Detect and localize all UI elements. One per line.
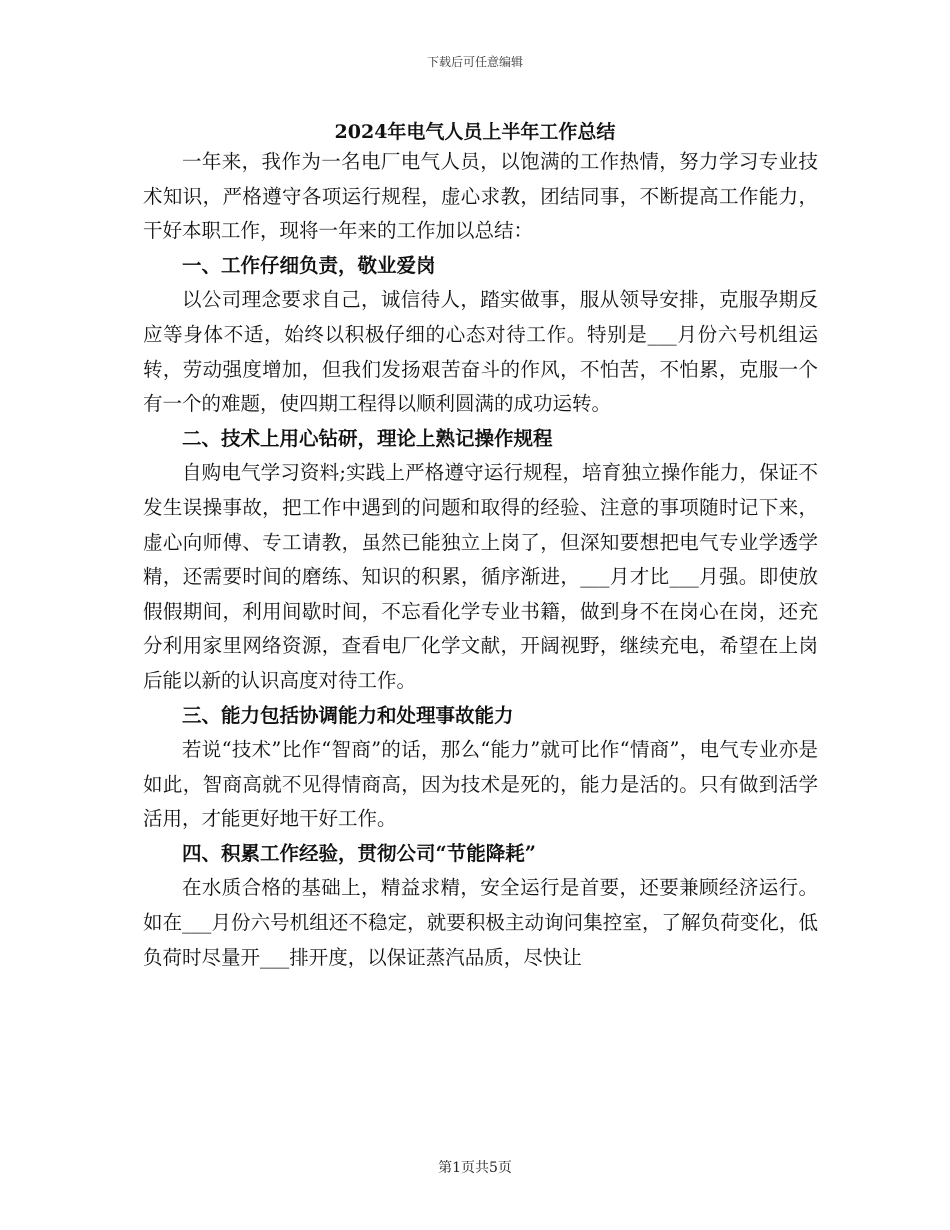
document-body [143,145,818,975]
section-heading-3: 三、能力包括协调能力和处理事故能力 [182,703,514,727]
section-body-3: 若说“技术”比作“智商”的话，那么“能力”就可比作“情商”，电气专业亦是如此，智商高就不见得情商高，因为技术是死的，能力是活的。只有做到活学活用，才能更好地干好工作。 [143,738,818,831]
page-header: 下载后可任意编辑 [426,55,523,69]
section-body-2: 自购电气学习资料;实践上严格遵守运行规程，培育独立操作能力，保证不发生误操事故，把工作中遇到的问题和取得的经验、注意的事项随时记下来，虚心向师傅、专工请教，虽然已能独立上岗了，但深知要想把电气专业学透学精，还需要时间的磨练、知识的积累，循序渐进，___月才比___月强。即使放假假期间，利用间歇时间，不忘看化学专业书籍，做到身不在岗心在岗，还充分利用家里网络资源，查看电厂化学文献，开阔视野，继续充电，希望在上岗后能以新的认识高度对待工作。 [143,461,818,692]
section-heading-1: 一、工作仔细负责，敬业爱岗 [182,253,436,277]
document-title: 2024年电气人员上半年工作总结 [334,121,616,143]
intro-paragraph: 一年来，我作为一名电厂电气人员，以饱满的工作热情，努力学习专业技术知识，严格遵守各项运行规程，虚心求教，团结同事，不断提高工作能力，干好本职工作，现将一年来的工作加以总结： [143,150,818,243]
section-body-4: 在水质合格的基础上，精益求精，安全运行是首要，还要兼顾经济运行。如在___月份六号机组还不稳定，就要积极主动询问集控室，了解负荷变化，低负荷时尽量开___排开度，以保证蒸汽品质，尽快让 [143,876,818,969]
page-number: 第1页共5页 [438,1160,512,1176]
section-body-1: 以公司理念要求自己，诚信待人，踏实做事，服从领导安排，克服孕期反应等身体不适，始终以积极仔细的心态对待工作。特别是___月份六号机组运转，劳动强度增加，但我们发扬艰苦奋斗的作风，不怕苦，不怕累，克服一个有一个的难题，使四期工程得以顺利圆满的成功运转。 [143,288,818,416]
section-heading-2: 二、技术上用心钻研，理论上熟记操作规程 [182,426,553,450]
section-heading-4: 四、积累工作经验，贯彻公司“节能降耗” [182,841,536,865]
